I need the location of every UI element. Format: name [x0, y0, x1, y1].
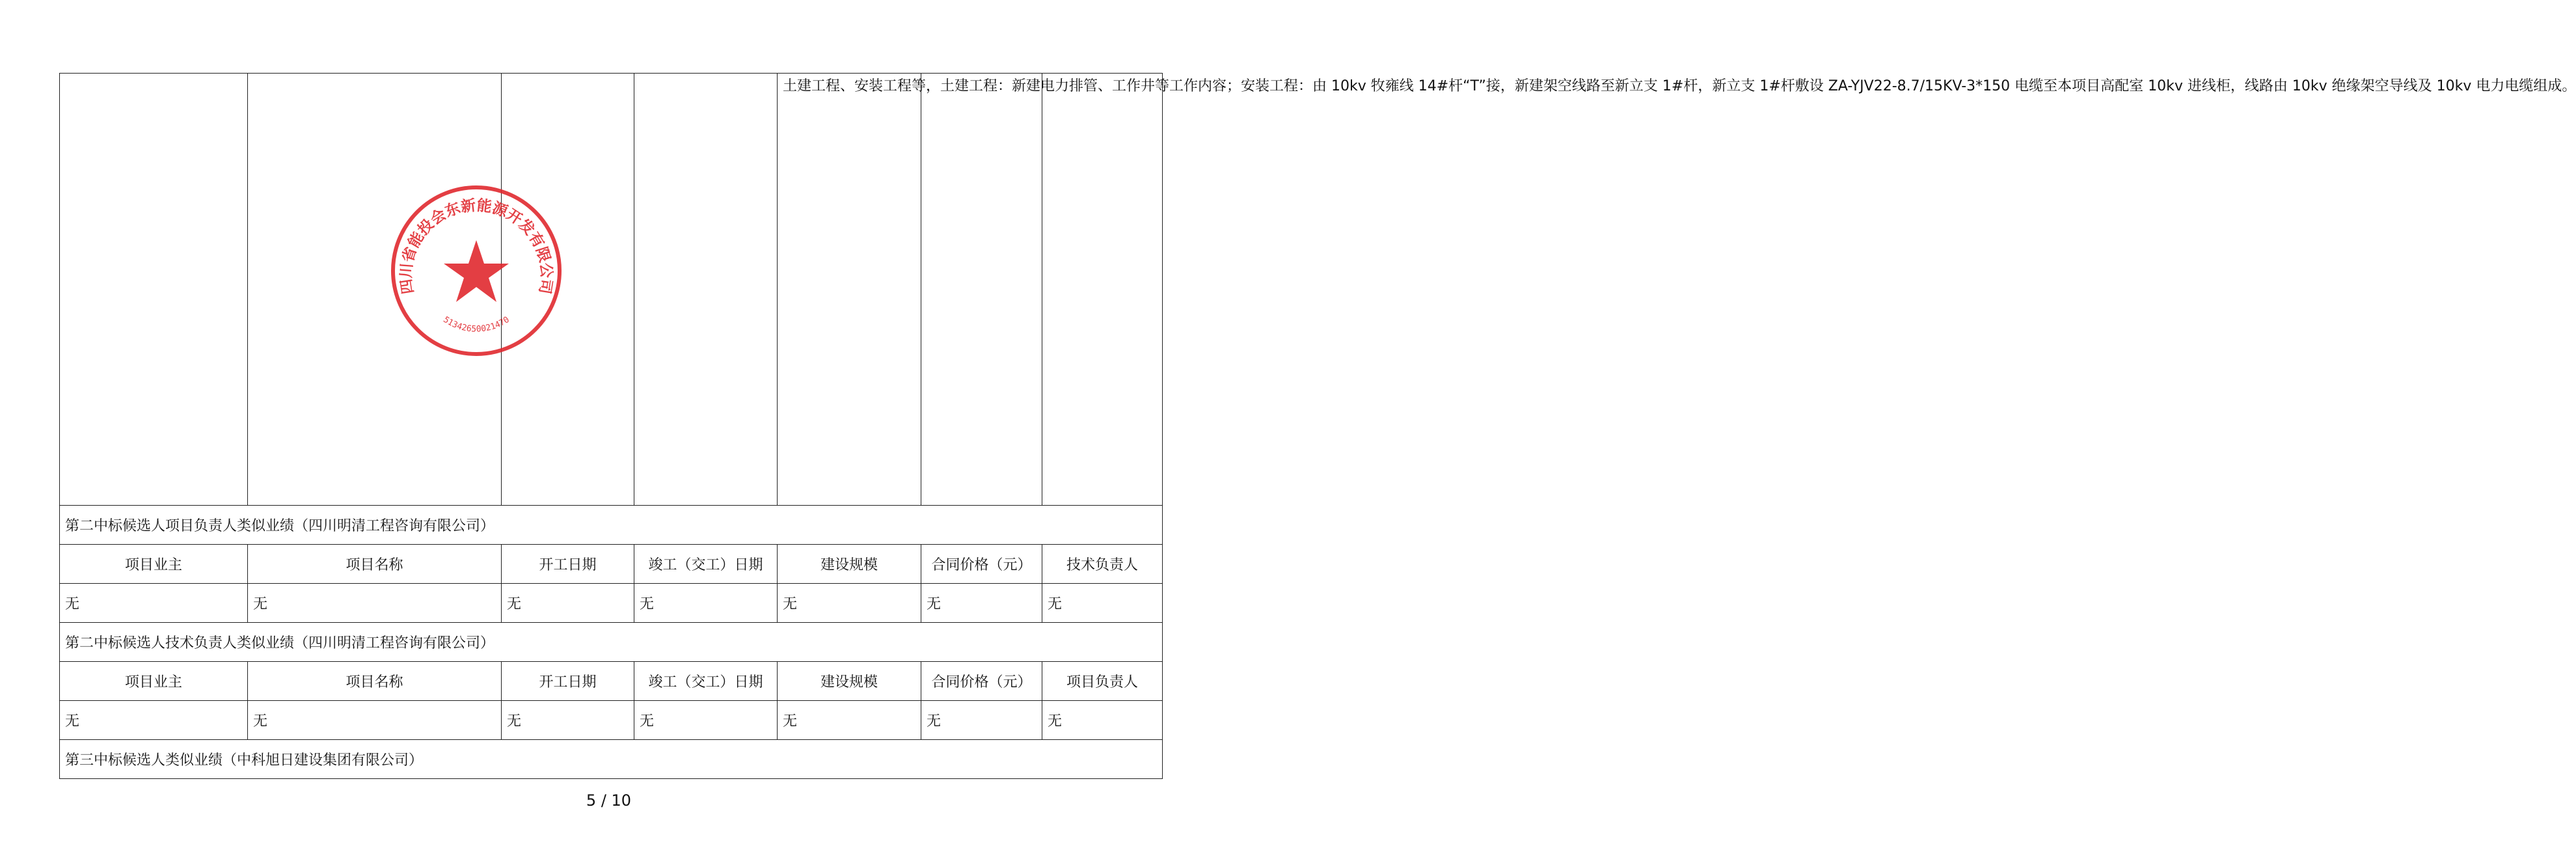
table-cell: 无: [1042, 584, 1163, 623]
section-title-pm: 第二中标候选人项目负责人类似业绩（四川明清工程咨询有限公司）: [60, 506, 1163, 545]
table-cell: 无: [634, 584, 778, 623]
table-row: [60, 584, 1163, 623]
seal-code-text: 51342650021470: [441, 314, 511, 335]
header-cell: 项目名称: [248, 662, 502, 701]
continued-row: [60, 74, 1163, 506]
table-cell: 无: [778, 584, 921, 623]
continued-cell-name: [248, 74, 502, 506]
continued-cell-price: [921, 74, 1042, 506]
header-cell: 项目业主: [60, 662, 248, 701]
continued-cell-leader: [1042, 74, 1163, 506]
continued-cell-start: [502, 74, 634, 506]
header-cell: 建设规模: [778, 662, 921, 701]
header-cell: 开工日期: [502, 545, 634, 584]
table-header-row: [60, 662, 1163, 701]
table-cell: 无: [1042, 701, 1163, 740]
section-title-row: [60, 506, 1163, 545]
header-cell: 建设规模: [778, 545, 921, 584]
construction-scope-text: 土建工程、安装工程等，土建工程：新建电力排管、工作井等工作内容；安装工程：由 10kv 牧雍线 14#杆“T”接，新建架空线路至新立支 1#杆，新立支 1#杆敷设 ZA-YJV22-8.7/15KV-3*150 电缆至本项目高配室 10kv 进线柜，线路由 10kv 绝缘架空导线及 10kv 电力电缆组成。: [778, 74, 921, 506]
continued-cell-end: [634, 74, 778, 506]
table-cell: 无: [248, 701, 502, 740]
table-cell: 无: [502, 584, 634, 623]
header-cell: 合同价格（元）: [921, 662, 1042, 701]
seal-outer-text: 四川省能投会东新能源开发有限公司: [398, 197, 555, 295]
table-cell: 无: [60, 584, 248, 623]
section-title-tech: 第二中标候选人技术负责人类似业绩（四川明清工程咨询有限公司）: [60, 623, 1163, 662]
performance-table: [59, 73, 2576, 779]
header-cell: 合同价格（元）: [921, 545, 1042, 584]
table-cell: 无: [921, 701, 1042, 740]
header-cell: 项目负责人: [1042, 662, 1163, 701]
header-cell: 项目名称: [248, 545, 502, 584]
table-header-row: [60, 545, 1163, 584]
header-cell: 开工日期: [502, 662, 634, 701]
table-row: [60, 701, 1163, 740]
table-cell: 无: [60, 701, 248, 740]
table-cell: 无: [634, 701, 778, 740]
table-cell: 无: [502, 701, 634, 740]
table-cell: 无: [921, 584, 1042, 623]
section-title-row: [60, 623, 1163, 662]
table-cell: 无: [778, 701, 921, 740]
section-title-third: 第三中标候选人类似业绩（中科旭日建设集团有限公司）: [60, 740, 1163, 779]
header-cell: 竣工（交工）日期: [634, 662, 778, 701]
header-cell: 竣工（交工）日期: [634, 545, 778, 584]
page-number: 5 / 10: [586, 791, 632, 810]
table-cell: 无: [248, 584, 502, 623]
continued-cell-owner: [60, 74, 248, 506]
header-cell: 技术负责人: [1042, 545, 1163, 584]
header-cell: 项目业主: [60, 545, 248, 584]
section-title-row: [60, 740, 1163, 779]
